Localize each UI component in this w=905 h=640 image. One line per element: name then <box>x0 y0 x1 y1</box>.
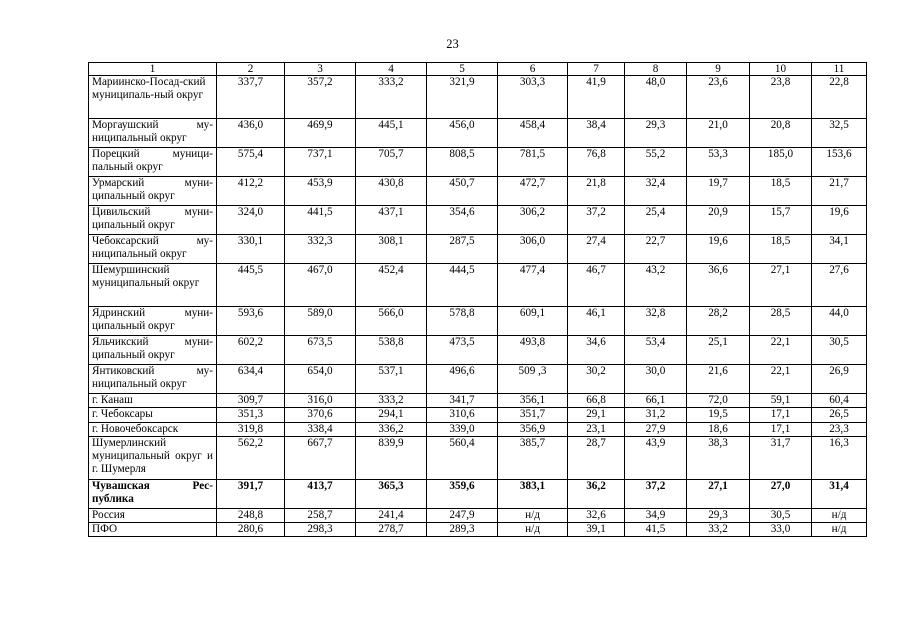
value-cell: 248,8 <box>217 508 285 522</box>
value-cell: 36,2 <box>568 479 625 508</box>
value-cell: 32,4 <box>625 177 687 206</box>
value-cell: 247,9 <box>427 508 498 522</box>
value-cell: 23,1 <box>568 422 625 436</box>
value-cell: 18,5 <box>750 177 812 206</box>
value-cell: 324,0 <box>217 206 285 235</box>
value-cell: 467,0 <box>285 264 356 307</box>
region-name-cell: Яльчикский муни-ципальный округ <box>89 336 217 365</box>
region-name-cell: Моргаушский му-ниципальный округ <box>89 119 217 148</box>
value-cell: 23,6 <box>687 76 750 119</box>
value-cell: 60,4 <box>812 394 867 408</box>
value-cell: 21,0 <box>687 119 750 148</box>
value-cell: 31,7 <box>750 436 812 479</box>
value-cell: 22,1 <box>750 365 812 394</box>
value-cell: 370,6 <box>285 408 356 422</box>
value-cell: 32,8 <box>625 307 687 336</box>
region-name-cell: Цивильский муни-ципальный округ <box>89 206 217 235</box>
value-cell: 383,1 <box>498 479 568 508</box>
region-name-cell: г. Чебоксары <box>89 408 217 422</box>
value-cell: 25,4 <box>625 206 687 235</box>
value-cell: 28,2 <box>687 307 750 336</box>
value-cell: 185,0 <box>750 148 812 177</box>
value-cell: 493,8 <box>498 336 568 365</box>
value-cell: 27,1 <box>750 264 812 307</box>
value-cell: 27,6 <box>812 264 867 307</box>
value-cell: 66,1 <box>625 394 687 408</box>
value-cell: 450,7 <box>427 177 498 206</box>
region-name-cell: Янтиковский му-ниципальный округ <box>89 365 217 394</box>
region-name-cell: Порецкий муници-пальный округ <box>89 148 217 177</box>
value-cell: 20,8 <box>750 119 812 148</box>
value-cell: 29,3 <box>625 119 687 148</box>
value-cell: 430,8 <box>356 177 427 206</box>
table-row <box>89 235 867 264</box>
value-cell: 34,9 <box>625 508 687 522</box>
table-row <box>89 177 867 206</box>
value-cell: 839,9 <box>356 436 427 479</box>
value-cell: 441,5 <box>285 206 356 235</box>
column-number: 11 <box>812 63 867 76</box>
table-row <box>89 206 867 235</box>
value-cell: 21,6 <box>687 365 750 394</box>
value-cell: 339,0 <box>427 422 498 436</box>
value-cell: 357,2 <box>285 76 356 119</box>
value-cell: 34,1 <box>812 235 867 264</box>
value-cell: 19,5 <box>687 408 750 422</box>
value-cell: 28,5 <box>750 307 812 336</box>
value-cell: 385,7 <box>498 436 568 479</box>
value-cell: 29,1 <box>568 408 625 422</box>
value-cell: 15,7 <box>750 206 812 235</box>
value-cell: 27,0 <box>750 479 812 508</box>
table-row <box>89 508 867 522</box>
value-cell: 737,1 <box>285 148 356 177</box>
value-cell: 76,8 <box>568 148 625 177</box>
value-cell: 258,7 <box>285 508 356 522</box>
region-name-cell: Чувашская Рес-публика <box>89 479 217 508</box>
value-cell: 30,5 <box>750 508 812 522</box>
value-cell: 472,7 <box>498 177 568 206</box>
value-cell: 391,7 <box>217 479 285 508</box>
value-cell: 341,7 <box>427 394 498 408</box>
value-cell: 808,5 <box>427 148 498 177</box>
value-cell: 29,3 <box>687 508 750 522</box>
column-number: 8 <box>625 63 687 76</box>
table-row <box>89 523 867 537</box>
value-cell: 634,4 <box>217 365 285 394</box>
value-cell: 55,2 <box>625 148 687 177</box>
value-cell: 33,0 <box>750 523 812 537</box>
value-cell: 673,5 <box>285 336 356 365</box>
value-cell: 53,4 <box>625 336 687 365</box>
value-cell: 356,9 <box>498 422 568 436</box>
column-number: 5 <box>427 63 498 76</box>
value-cell: 37,2 <box>568 206 625 235</box>
value-cell: 289,3 <box>427 523 498 537</box>
value-cell: 39,1 <box>568 523 625 537</box>
value-cell: 321,9 <box>427 76 498 119</box>
value-cell: 17,1 <box>750 408 812 422</box>
table-row <box>89 148 867 177</box>
value-cell: 453,9 <box>285 177 356 206</box>
value-cell: 53,3 <box>687 148 750 177</box>
value-cell: 562,2 <box>217 436 285 479</box>
region-name-cell: Шемуршинский муниципальный округ <box>89 264 217 307</box>
value-cell: 23,8 <box>750 76 812 119</box>
value-cell: 66,8 <box>568 394 625 408</box>
value-cell: 22,8 <box>812 76 867 119</box>
column-number: 3 <box>285 63 356 76</box>
region-name-cell: Чебоксарский му-ниципальный округ <box>89 235 217 264</box>
value-cell: 36,6 <box>687 264 750 307</box>
value-cell: 537,1 <box>356 365 427 394</box>
table-row <box>89 264 867 307</box>
region-name-cell: Урмарский муни-ципальный округ <box>89 177 217 206</box>
region-name-cell: Россия <box>89 508 217 522</box>
value-cell: 308,1 <box>356 235 427 264</box>
region-name-cell: Ядринский муни-ципальный округ <box>89 307 217 336</box>
value-cell: 28,7 <box>568 436 625 479</box>
table-row <box>89 307 867 336</box>
value-cell: 31,4 <box>812 479 867 508</box>
value-cell: 41,5 <box>625 523 687 537</box>
value-cell: 21,7 <box>812 177 867 206</box>
value-cell: 18,6 <box>687 422 750 436</box>
value-cell: 354,6 <box>427 206 498 235</box>
value-cell: 59,1 <box>750 394 812 408</box>
value-cell: 41,9 <box>568 76 625 119</box>
value-cell: 566,0 <box>356 307 427 336</box>
value-cell: н/д <box>812 523 867 537</box>
value-cell: 456,0 <box>427 119 498 148</box>
value-cell: 538,8 <box>356 336 427 365</box>
region-name-cell: Шумерлинский муниципальный округ и г. Шумерля <box>89 436 217 479</box>
value-cell: 17,1 <box>750 422 812 436</box>
value-cell: 654,0 <box>285 365 356 394</box>
value-cell: 43,9 <box>625 436 687 479</box>
value-cell: 32,6 <box>568 508 625 522</box>
value-cell: 351,7 <box>498 408 568 422</box>
value-cell: 48,0 <box>625 76 687 119</box>
value-cell: 477,4 <box>498 264 568 307</box>
page-number: 23 <box>446 37 459 51</box>
value-cell: н/д <box>812 508 867 522</box>
value-cell: 781,5 <box>498 148 568 177</box>
column-number: 2 <box>217 63 285 76</box>
value-cell: 337,7 <box>217 76 285 119</box>
value-cell: 241,4 <box>356 508 427 522</box>
value-cell: 38,3 <box>687 436 750 479</box>
column-number: 4 <box>356 63 427 76</box>
value-cell: 356,1 <box>498 394 568 408</box>
table-row <box>89 436 867 479</box>
value-cell: 22,1 <box>750 336 812 365</box>
value-cell: 332,3 <box>285 235 356 264</box>
value-cell: н/д <box>498 523 568 537</box>
value-cell: н/д <box>498 508 568 522</box>
value-cell: 27,1 <box>687 479 750 508</box>
value-cell: 306,0 <box>498 235 568 264</box>
value-cell: 30,5 <box>812 336 867 365</box>
value-cell: 609,1 <box>498 307 568 336</box>
value-cell: 44,0 <box>812 307 867 336</box>
value-cell: 437,1 <box>356 206 427 235</box>
value-cell: 31,2 <box>625 408 687 422</box>
value-cell: 153,6 <box>812 148 867 177</box>
value-cell: 413,7 <box>285 479 356 508</box>
value-cell: 278,7 <box>356 523 427 537</box>
value-cell: 458,4 <box>498 119 568 148</box>
table-header-row <box>89 63 867 76</box>
table-row <box>89 408 867 422</box>
value-cell: 34,6 <box>568 336 625 365</box>
value-cell: 667,7 <box>285 436 356 479</box>
value-cell: 469,9 <box>285 119 356 148</box>
value-cell: 30,0 <box>625 365 687 394</box>
value-cell: 280,6 <box>217 523 285 537</box>
column-number: 7 <box>568 63 625 76</box>
value-cell: 310,6 <box>427 408 498 422</box>
value-cell: 19,6 <box>812 206 867 235</box>
value-cell: 37,2 <box>625 479 687 508</box>
value-cell: 578,8 <box>427 307 498 336</box>
table-row <box>89 394 867 408</box>
table-row <box>89 119 867 148</box>
value-cell: 338,4 <box>285 422 356 436</box>
value-cell: 560,4 <box>427 436 498 479</box>
value-cell: 316,0 <box>285 394 356 408</box>
region-name-cell: г. Новочебоксарск <box>89 422 217 436</box>
column-number: 6 <box>498 63 568 76</box>
value-cell: 22,7 <box>625 235 687 264</box>
column-number: 10 <box>750 63 812 76</box>
value-cell: 445,1 <box>356 119 427 148</box>
value-cell: 589,0 <box>285 307 356 336</box>
value-cell: 25,1 <box>687 336 750 365</box>
value-cell: 72,0 <box>687 394 750 408</box>
value-cell: 294,1 <box>356 408 427 422</box>
value-cell: 309,7 <box>217 394 285 408</box>
value-cell: 319,8 <box>217 422 285 436</box>
value-cell: 412,2 <box>217 177 285 206</box>
table-row <box>89 365 867 394</box>
value-cell: 287,5 <box>427 235 498 264</box>
value-cell: 27,9 <box>625 422 687 436</box>
value-cell: 18,5 <box>750 235 812 264</box>
value-cell: 365,3 <box>356 479 427 508</box>
value-cell: 359,6 <box>427 479 498 508</box>
region-name-cell: ПФО <box>89 523 217 537</box>
value-cell: 509 ,3 <box>498 365 568 394</box>
column-number: 9 <box>687 63 750 76</box>
value-cell: 33,2 <box>687 523 750 537</box>
table-row <box>89 76 867 119</box>
value-cell: 20,9 <box>687 206 750 235</box>
value-cell: 23,3 <box>812 422 867 436</box>
value-cell: 593,6 <box>217 307 285 336</box>
value-cell: 19,7 <box>687 177 750 206</box>
value-cell: 496,6 <box>427 365 498 394</box>
table-row <box>89 336 867 365</box>
value-cell: 306,2 <box>498 206 568 235</box>
value-cell: 333,2 <box>356 76 427 119</box>
value-cell: 705,7 <box>356 148 427 177</box>
column-number: 1 <box>89 63 217 76</box>
value-cell: 575,4 <box>217 148 285 177</box>
value-cell: 19,6 <box>687 235 750 264</box>
value-cell: 445,5 <box>217 264 285 307</box>
value-cell: 21,8 <box>568 177 625 206</box>
value-cell: 26,5 <box>812 408 867 422</box>
value-cell: 436,0 <box>217 119 285 148</box>
table-row <box>89 479 867 508</box>
value-cell: 333,2 <box>356 394 427 408</box>
value-cell: 351,3 <box>217 408 285 422</box>
value-cell: 602,2 <box>217 336 285 365</box>
value-cell: 27,4 <box>568 235 625 264</box>
value-cell: 30,2 <box>568 365 625 394</box>
value-cell: 16,3 <box>812 436 867 479</box>
value-cell: 32,5 <box>812 119 867 148</box>
value-cell: 330,1 <box>217 235 285 264</box>
value-cell: 452,4 <box>356 264 427 307</box>
value-cell: 26,9 <box>812 365 867 394</box>
value-cell: 473,5 <box>427 336 498 365</box>
value-cell: 298,3 <box>285 523 356 537</box>
value-cell: 444,5 <box>427 264 498 307</box>
value-cell: 336,2 <box>356 422 427 436</box>
table-row <box>89 422 867 436</box>
value-cell: 46,1 <box>568 307 625 336</box>
value-cell: 38,4 <box>568 119 625 148</box>
region-name-cell: Мариинско-Посад-ский муниципаль-ный округ <box>89 76 217 119</box>
value-cell: 43,2 <box>625 264 687 307</box>
value-cell: 303,3 <box>498 76 568 119</box>
region-name-cell: г. Канаш <box>89 394 217 408</box>
value-cell: 46,7 <box>568 264 625 307</box>
statistics-table <box>88 62 867 537</box>
